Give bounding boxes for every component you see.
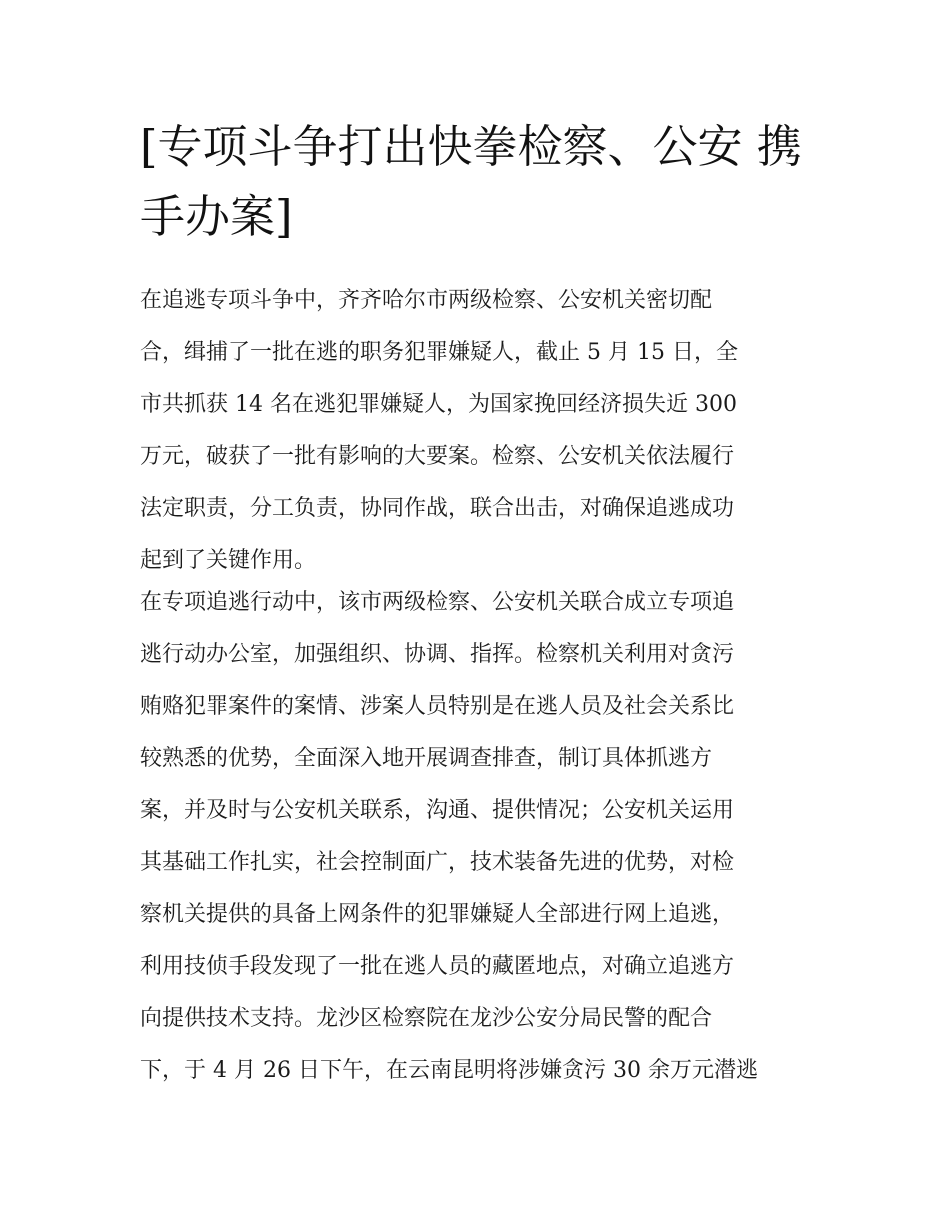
document-title: [专项斗争打出快拳检察、公安 携手办案] bbox=[140, 120, 802, 243]
paragraph-2: 在专项追逃行动中，该市两级检察、公安机关联合成立专项追 逃行动办公室，加强组织、协调、指挥。检察机关利用对贪污 贿赂犯罪案件的案情、涉案人员特别是在逃人员及社会关系比 较熟悉的优势，全面深入地开展调查排查，制订具体抓逃方 案，并及时与公安机关联系，沟通、提供情况；公安机关运用 其基础工作扎实，社会控制面广，技术装备先进的优势，对检 察机关提供的具备上网条件的犯罪嫌疑人全部进行网上追逃， 利用技侦手段发现了一批在逃人员的藏匿地点，对确立追逃方 向提供技术支持。龙沙区检察院在龙沙公安分局民警的配合 下，于 4 月 26 日下午，在云南昆明将涉嫌贪污 30 余万元潜逃 bbox=[140, 590, 758, 1083]
paragraph-1: 在追逃专项斗争中，齐齐哈尔市两级检察、公安机关密切配 合，缉捕了一批在逃的职务犯罪嫌疑人，截止 5 月 15 日，全 市共抓获 14 名在逃犯罪嫌疑人，为国家挽回经济损失近 300 万元，破获了一批有影响的大要案。检察、公安机关依法履行 法定职责，分工负责，协同作战，联合出击，对确保追逃成功 起到了关键作用。 bbox=[140, 288, 738, 573]
